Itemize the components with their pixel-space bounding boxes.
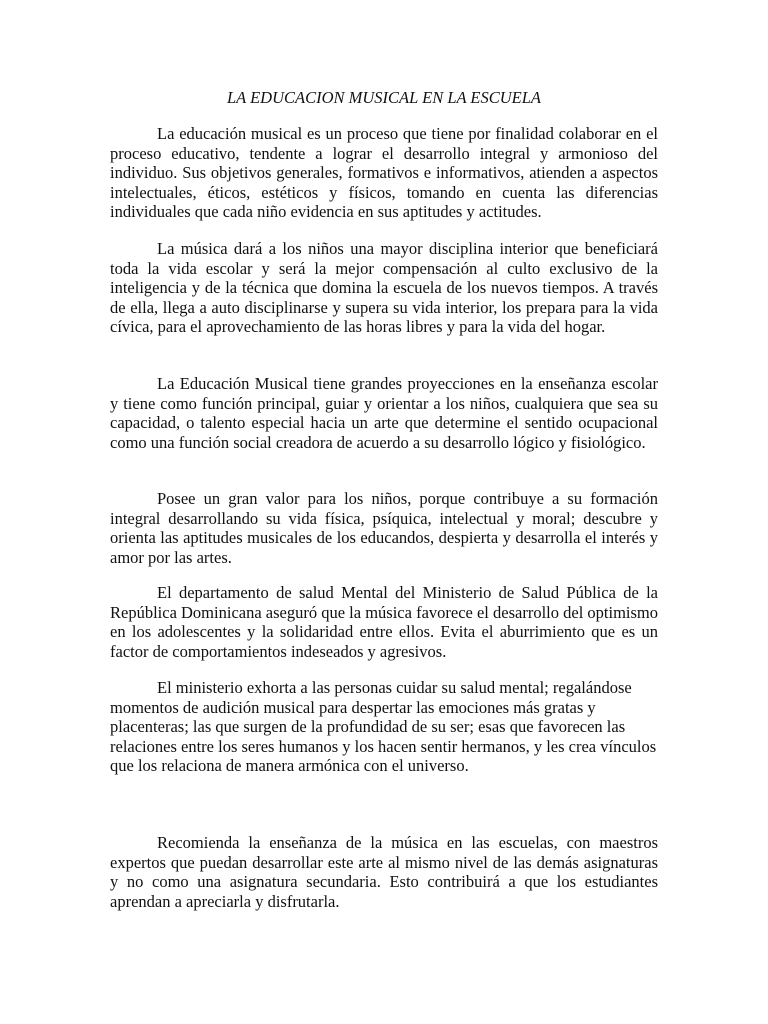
paragraph-4: Posee un gran valor para los niños, porque contribuye a su formación integral desarrollando su vida física, psíquica, intelectual y moral; descubre y orienta las aptitudes musicales de los educandos, despierta y desarrolla el interés y amor por las artes. <box>110 489 658 567</box>
paragraph-6: El ministerio exhorta a las personas cuidar su salud mental; regalándose momentos de audición musical para despertar las emociones más gratas y placenteras; las que surgen de la profundidad de su ser; esas que favorecen las relaciones entre los seres humanos y los hacen sentir hermanos, y les crea vínculos que los relaciona de manera armónica con el universo. <box>110 678 657 775</box>
document-title: LA EDUCACION MUSICAL EN LA ESCUELA <box>227 88 541 107</box>
paragraph-5: El departamento de salud Mental del Ministerio de Salud Pública de la República Dominicana aseguró que la música favorece el desarrollo del optimismo en los adolescentes y la solidaridad entre ellos. Evita el aburrimiento que es un factor de comportamientos indeseados y agresivos. <box>110 583 658 661</box>
paragraph-7: Recomienda la enseñanza de la música en las escuelas, con maestros expertos que puedan desarrollar este arte al mismo nivel de las demás asignaturas y no como una asignatura secundaria. Esto contribuirá a que los estudiantes aprendan a apreciarla y disfrutarla. <box>110 833 658 911</box>
paragraph-1: La educación musical es un proceso que tiene por finalidad colaborar en el proceso educativo, tendente a lograr el desarrollo integral y armonioso del individuo. Sus objetivos generales, formativos e informativos, atienden a aspectos intelectuales, éticos, estéticos y físicos, tomando en cuenta las diferencias individuales que cada niño evidencia en sus aptitudes y actitudes. <box>110 124 658 221</box>
paragraph-2: La música dará a los niños una mayor disciplina interior que beneficiará toda la vida escolar y será la mejor compensación al culto exclusivo de la inteligencia y de la técnica que domina la escuela de los nuevos tiempos. A través de ella, llega a auto disciplinarse y supera su vida interior, los prepara para la vida cívica, para el aprovechamiento de las horas libres y para la vida del hogar. <box>110 239 658 336</box>
paragraph-3: La Educación Musical tiene grandes proyecciones en la enseñanza escolar y tiene como función principal, guiar y orientar a los niños, cualquiera que sea su capacidad, o talento especial hacia un arte que determine el sentido ocupacional como una función social creadora de acuerdo a su desarrollo lógico y fisiológico. <box>110 374 658 452</box>
